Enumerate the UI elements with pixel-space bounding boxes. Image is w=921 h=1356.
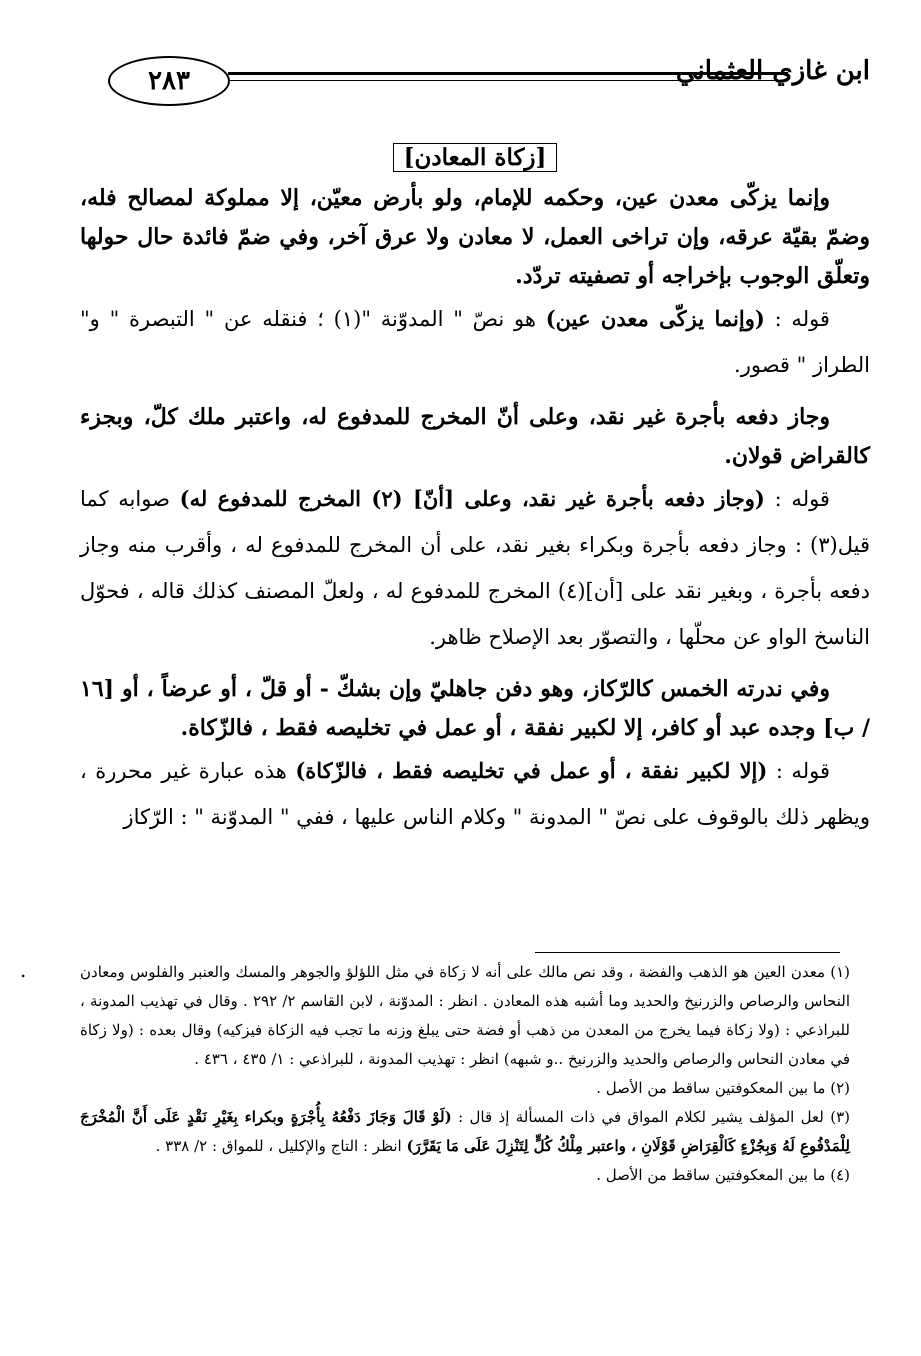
footnote-line: ومعادن النحاس والرصاص والزرنيخ والحديد وما أشبه هذه المعادن . انظر : المدوّنة ، لابن القاسم ٢/ ٢٩٢ . وقال bbox=[80, 963, 850, 1010]
footnote-1 bbox=[80, 958, 850, 1074]
sharh-quote: (وجاز دفعه بأجرة غير نقد، وعلى [أنّ] (٢) المخرج للمدفوع له) bbox=[179, 486, 765, 511]
footnote-line: (١) معدن العين هو الذهب والفضة ، وقد نص مالك على أنه لا زكاة في مثل اللؤلؤ والجوهر والمسك والعنبر والفلوس bbox=[130, 963, 850, 981]
footnote-2: (٢) ما بين المعكوفتين ساقط من الأصل . bbox=[596, 1079, 850, 1097]
sharh-text: هذه عبارة غير محررة ، ويظهر ذلك بالوقوف على نصّ " المدونة " وكلام الناس عليها ، ففي " المدوّنة " : الرّكاز bbox=[80, 759, 870, 829]
sharh-paragraph-3 bbox=[80, 748, 870, 840]
sharh-text: صوابه كما قيل(٣) : وجاز دفعه بأجرة وبكراء بغير نقد، على أن المخرج للمدفوع له ، وأقرب منه وجاز دفعه بأجرة ، وبغير نقد على [أن](٤) المخرج للمدفوع له ، ولعلّ المصنف كذلك قاله ، فحوّل الناسخ الواو عن محلّها ، والتصوّر بعد الإصلاح ظاهر. bbox=[80, 487, 870, 649]
main-text bbox=[80, 138, 870, 840]
sharh-text: هو نصّ " المدوّنة "(١) ؛ فنقله عن " التبصرة " و" الطراز " قصور. bbox=[80, 307, 870, 377]
page-header bbox=[100, 52, 870, 112]
footnote-separator bbox=[535, 952, 840, 953]
stray-mark: . bbox=[20, 958, 27, 982]
footnote-3 bbox=[80, 1103, 850, 1161]
footnote-line: فيزكيه) وقال بعده : (ولا زكاة في معادن النحاس والرصاص والحديد والزرنيخ ..و شبهه) انظر : تهذيب المدونة ، bbox=[80, 1021, 850, 1068]
footnote-lead: (٣) لعل المؤلف يشير لكلام المواق في ذات المسألة إذ قال : bbox=[458, 1108, 850, 1126]
sharh-quote: (إلا لكبير نفقة ، أو عمل في تخليصه فقط ، فالزّكاة) bbox=[295, 758, 768, 783]
matn-paragraph-2: وجاز دفعه بأجرة غير نقد، وعلى أنّ المخرج للمدفوع له، واعتبر ملك كلّ، وبجزء كالقراض قولان. bbox=[80, 404, 870, 469]
footnotes bbox=[80, 958, 850, 1190]
footnote-4: (٤) ما بين المعكوفتين ساقط من الأصل . bbox=[596, 1166, 850, 1184]
sharh-lead: قوله : bbox=[774, 487, 830, 511]
section-title bbox=[80, 138, 870, 177]
matn-paragraph-1: وإنما يزكّى معدن عين، وحكمه للإمام، ولو بأرض معيّن، إلا مملوكة لمصالح فله، وضمّ بقيّة عرقه، وإن تراخى العمل، لا معادن ولا عرق آخر، وفي ضمّ فائدة حال حولها وتعلّق الوجوب بإخراجه أو تصفيته تردّد. bbox=[80, 185, 870, 289]
sharh-paragraph-1 bbox=[80, 296, 870, 388]
footnote-quote: (لَوْ قَالَ وَجَازَ دَفْعُهُ بِأُجْرَةٍ وبكراء بِغَيْرِ نَقْدٍ عَلَى أَنَّ الْمُخْرَجَ لِلْمَدْفُوعِ لَهُ وَبِجُزْءٍ كَالْقِرَاضِ قَوْلَانِ ، واعتبر مِلْكُ كُلٍّ لِتَنْزِلَ عَلَى مَا يَقَرَّرَ) bbox=[80, 1108, 850, 1155]
page-number: ٢٨٣ bbox=[108, 56, 230, 106]
sharh-lead: قوله : bbox=[774, 307, 830, 331]
running-head-author: ابن غازي العثماني bbox=[675, 56, 870, 86]
sharh-paragraph-2 bbox=[80, 476, 870, 660]
sharh-lead: قوله : bbox=[775, 759, 830, 783]
section-title-text: [زكاة المعادن] bbox=[393, 143, 558, 172]
sharh-quote: (وإنما يزكّى معدن عين) bbox=[545, 306, 765, 331]
footnote-source: انظر : التاج والإكليل ، للمواق : ٢/ ٣٣٨ . bbox=[155, 1137, 402, 1155]
matn-paragraph-3: وفي ندرته الخمس كالرّكاز، وهو دفن جاهليّ وإن بشكّ - أو قلّ ، أو عرضاً ، أو [١٦ / ب] وجده عبد أو كافر، إلا لكبير نفقة ، أو عمل في تخليصه فقط ، فالزّكاة. bbox=[80, 676, 870, 741]
footnote-line: للبراذعي : ١/ ٤٣٥ ، ٤٣٦ . bbox=[194, 1050, 354, 1068]
footnote-line: في تهذيب المدونة ، للبراذعي : (ولا زكاة فيما يخرج من المعدن من ذهب أو فضة حتى يبلغ وزنه ما تجب فيه الزكاة bbox=[80, 992, 850, 1039]
